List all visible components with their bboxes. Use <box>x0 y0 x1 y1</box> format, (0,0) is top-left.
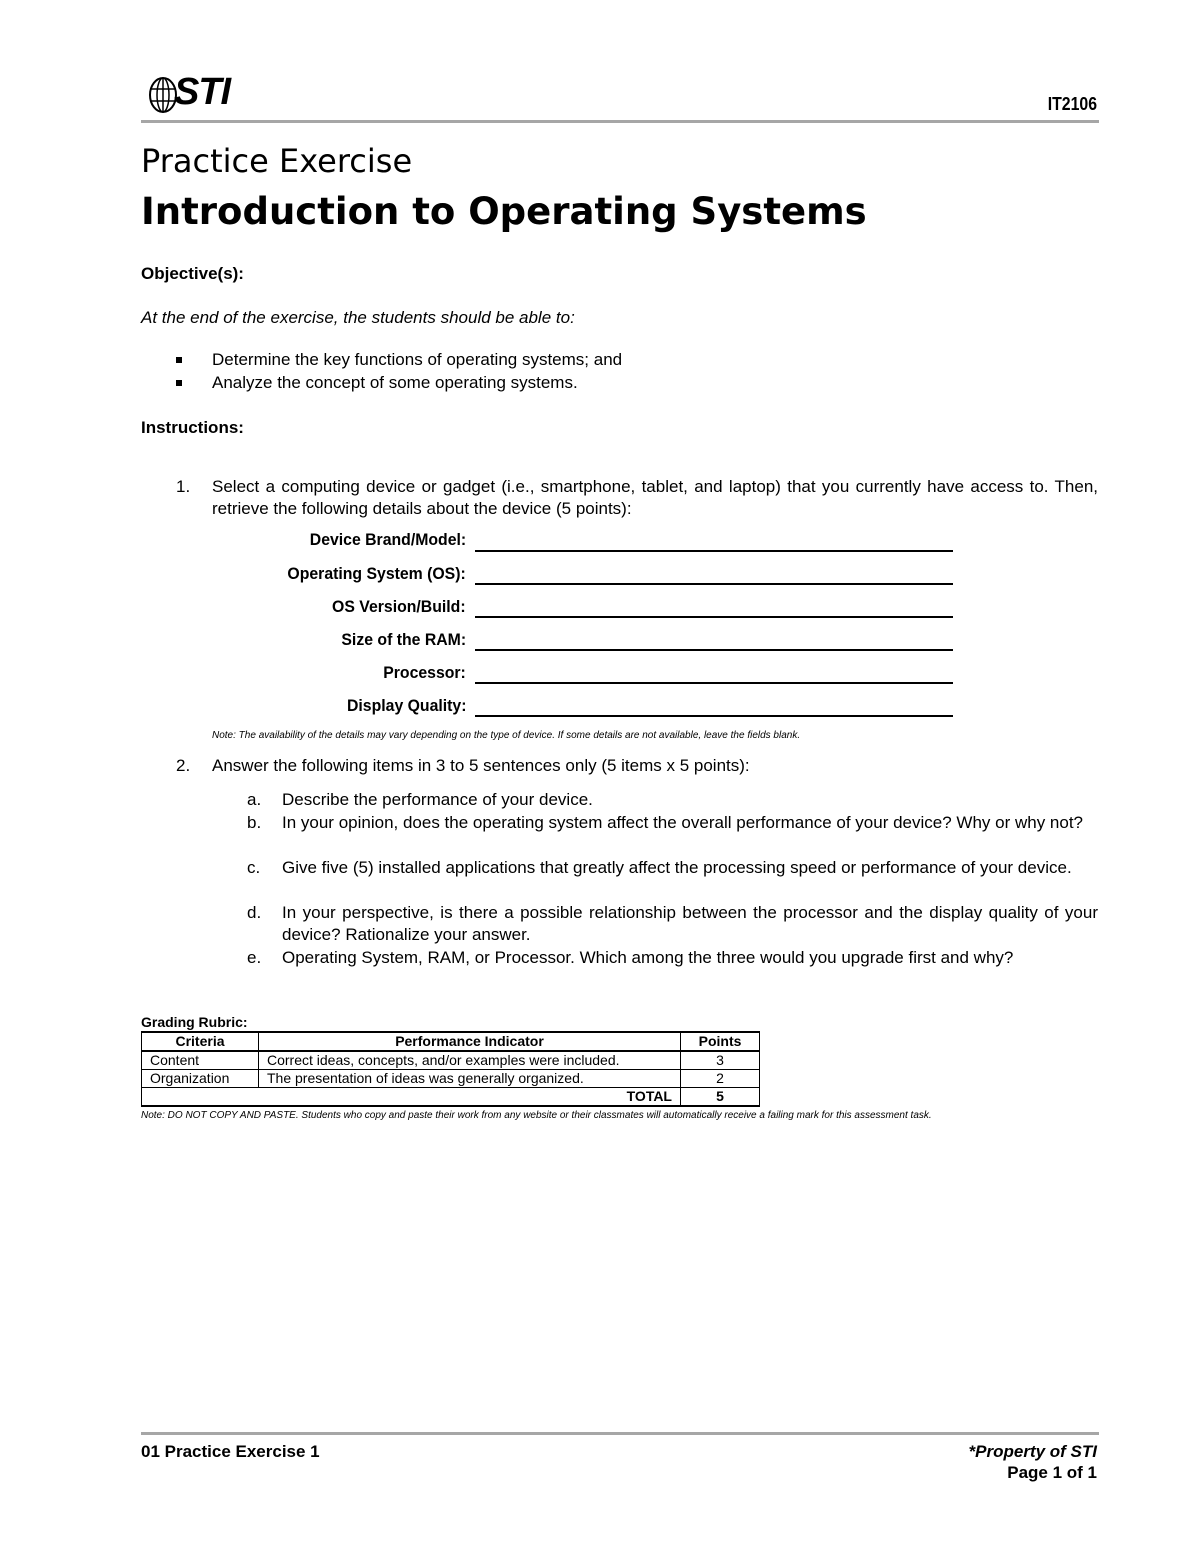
field-label-os: Operating System (OS): <box>287 564 466 583</box>
total-points: 5 <box>681 1088 760 1107</box>
field-line-processor <box>475 682 953 684</box>
footer-exercise-label: 01 Practice Exercise 1 <box>141 1442 320 1461</box>
subitem-letter: c. <box>247 858 261 877</box>
bullet-icon <box>176 357 182 363</box>
fields-note: Note: The availability of the details may vary depending on the type of device. If some details are not available, leave the fields blank. <box>212 730 801 741</box>
subitem-text: Give five (5) installed applications that greatly affect the processing speed or performance of your device. <box>282 858 1072 877</box>
item-text: Answer the following items in 3 to 5 sentences only (5 items x 5 points): <box>212 756 750 775</box>
sti-logo <box>148 73 238 115</box>
field-line-display <box>475 715 953 717</box>
points-cell: 3 <box>681 1051 760 1070</box>
footer-page-number: Page 1 of 1 <box>1007 1463 1097 1482</box>
field-line-os <box>475 583 953 585</box>
subitem-letter: b. <box>247 813 262 832</box>
field-line-ram <box>475 649 953 651</box>
field-line-device <box>475 550 953 552</box>
page-subtitle: Practice Exercise <box>141 142 413 180</box>
field-line-os-version <box>475 616 953 618</box>
item-number: 2. <box>176 756 191 775</box>
rubric-heading: Grading Rubric: <box>141 1014 248 1030</box>
field-label-device: Device Brand/Model: <box>309 530 466 549</box>
footer-property: *Property of STI <box>968 1442 1097 1461</box>
indicator-cell: The presentation of ideas was generally organized. <box>259 1070 681 1088</box>
header-divider <box>141 120 1099 123</box>
table-header-row <box>142 1032 760 1051</box>
rubric-table <box>141 1031 760 1107</box>
field-label-os-version: OS Version/Build: <box>332 597 466 616</box>
table-row <box>142 1070 760 1088</box>
rubric-note: Note: DO NOT COPY AND PASTE. Students who copy and paste their work from any website or their classmates will automatically receive a failing mark for this assessment task. <box>141 1110 932 1121</box>
column-header: Criteria <box>142 1032 259 1051</box>
subitem-letter: a. <box>247 790 262 809</box>
subitem-letter: d. <box>247 903 262 922</box>
field-label-processor: Processor: <box>383 663 466 682</box>
subitem-text: Describe the performance of your device. <box>282 790 593 809</box>
objectives-heading: Objective(s): <box>141 264 244 283</box>
field-label-ram: Size of the RAM: <box>341 630 466 649</box>
criteria-cell: Content <box>142 1051 259 1070</box>
indicator-cell: Correct ideas, concepts, and/or examples were included. <box>259 1051 681 1070</box>
subitem-text: Operating System, RAM, or Processor. Which among the three would you upgrade first and why? <box>282 948 1014 967</box>
table-row <box>142 1051 760 1070</box>
item-number: 1. <box>176 477 191 496</box>
column-header: Points <box>681 1032 760 1051</box>
total-label: TOTAL <box>142 1088 681 1107</box>
objective-text: Analyze the concept of some operating systems. <box>212 373 578 392</box>
field-label-display: Display Quality: <box>346 696 466 715</box>
subitem-text: In your perspective, is there a possible relationship between the processor and the display quality of your device? Rationalize your answer. <box>282 903 1098 944</box>
bullet-icon <box>176 380 182 386</box>
objectives-intro: At the end of the exercise, the students should be able to: <box>141 308 575 327</box>
logo-text: STI <box>174 71 231 113</box>
criteria-cell: Organization <box>142 1070 259 1088</box>
points-cell: 2 <box>681 1070 760 1088</box>
item-text: Select a computing device or gadget (i.e., smartphone, tablet, and laptop) that you currently have access to. Then, retrieve the following details about the device (5 points): <box>212 477 1098 518</box>
subitem-letter: e. <box>247 948 262 967</box>
course-code: IT2106 <box>1047 94 1097 114</box>
subitem-text: In your opinion, does the operating system affect the overall performance of your device? Why or why not? <box>282 813 1084 832</box>
objective-text: Determine the key functions of operating systems; and <box>212 350 623 369</box>
column-header: Performance Indicator <box>259 1032 681 1051</box>
footer-divider <box>141 1432 1099 1435</box>
instructions-heading: Instructions: <box>141 418 244 437</box>
page-title: Introduction to Operating Systems <box>141 190 867 233</box>
total-row <box>142 1088 760 1107</box>
